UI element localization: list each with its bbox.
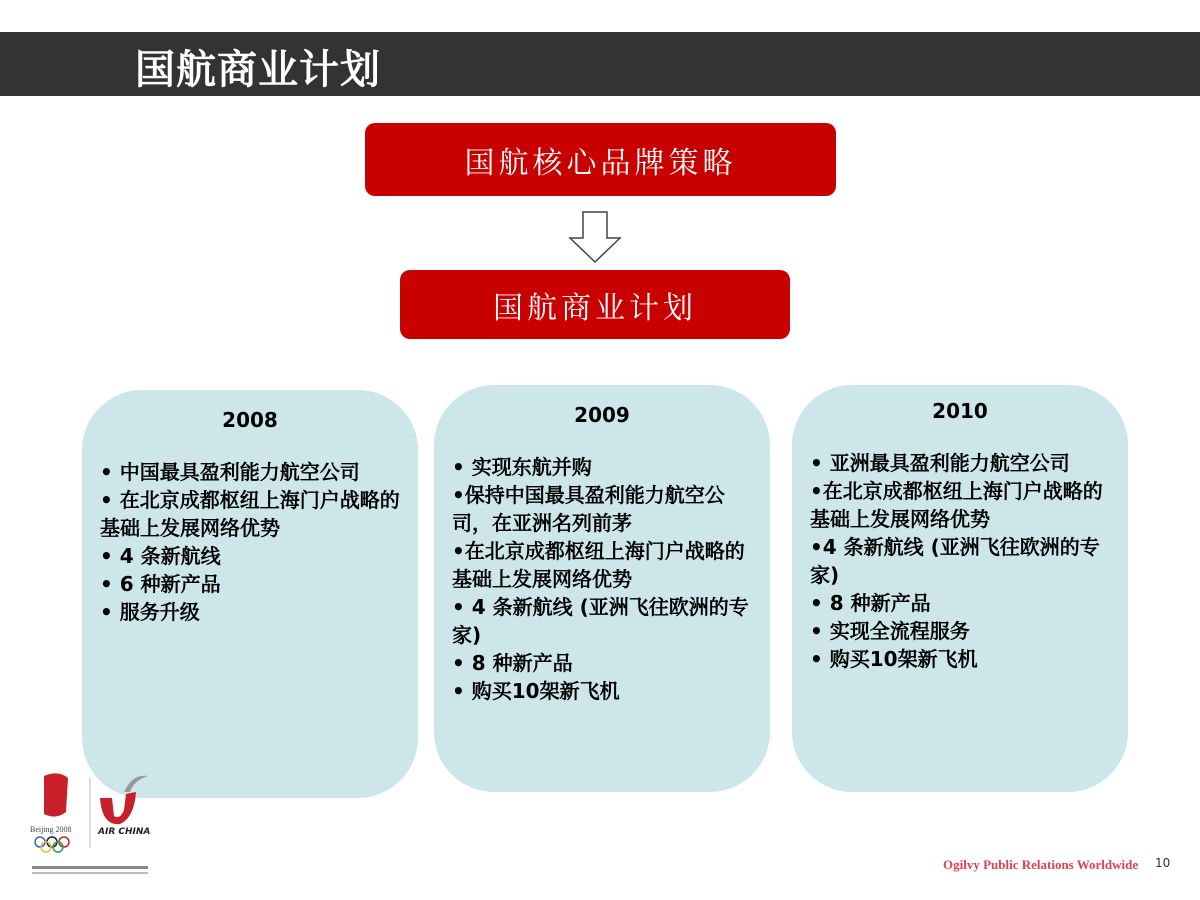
slide-title: 国航商业计划	[135, 47, 381, 93]
list-item: • 6 种新产品	[100, 572, 221, 596]
list-item: • 8 种新产品	[452, 651, 573, 675]
beijing-logo-text: Beijing 2008	[30, 825, 72, 834]
list-item: • 4 条新航线	[100, 544, 221, 568]
list-item: • 实现东航并购	[452, 455, 592, 479]
year-label: 2010	[932, 399, 988, 423]
strategy-box: 国航核心品牌策略	[365, 123, 836, 196]
down-arrow-icon	[566, 210, 624, 264]
airchina-logo-text: AIR CHINA	[98, 827, 151, 837]
list-item: • 亚洲最具盈利能力航空公司	[810, 451, 1070, 475]
footer-company: Ogilvy Public Relations Worldwide	[943, 857, 1139, 872]
list-item: •4 条新航线 (亚洲飞往欧洲的专家)	[810, 535, 1100, 587]
list-item: •在北京成都枢纽上海门户战略的基础上发展网络优势	[810, 479, 1103, 531]
list-item: • 服务升级	[100, 600, 200, 624]
year-box-2010	[792, 385, 1128, 792]
list-item: •在北京成都枢纽上海门户战略的基础上发展网络优势	[452, 539, 745, 591]
list-item: •保持中国最具盈利能力航空公司，在亚洲名列前茅	[452, 483, 725, 535]
list-item: • 8 种新产品	[810, 591, 931, 615]
year-box-2009	[434, 385, 770, 792]
year-box-2008	[82, 390, 418, 798]
list-item: • 4 条新航线 (亚洲飞往欧洲的专家)	[452, 595, 749, 647]
list-item: • 购买10架新飞机	[810, 647, 978, 671]
header-bar	[0, 32, 1200, 96]
list-item: • 购买10架新飞机	[452, 679, 620, 703]
list-item: • 实现全流程服务	[810, 619, 970, 643]
list-item: • 在北京成都枢纽上海门户战略的基础上发展网络优势	[100, 488, 400, 540]
beijing-airchina-logo	[28, 770, 158, 880]
plan-box: 国航商业计划	[400, 270, 790, 339]
year-label: 2008	[222, 408, 278, 432]
page-number: 10	[1155, 856, 1171, 870]
year-label: 2009	[574, 403, 630, 427]
list-item: • 中国最具盈利能力航空公司	[100, 460, 360, 484]
